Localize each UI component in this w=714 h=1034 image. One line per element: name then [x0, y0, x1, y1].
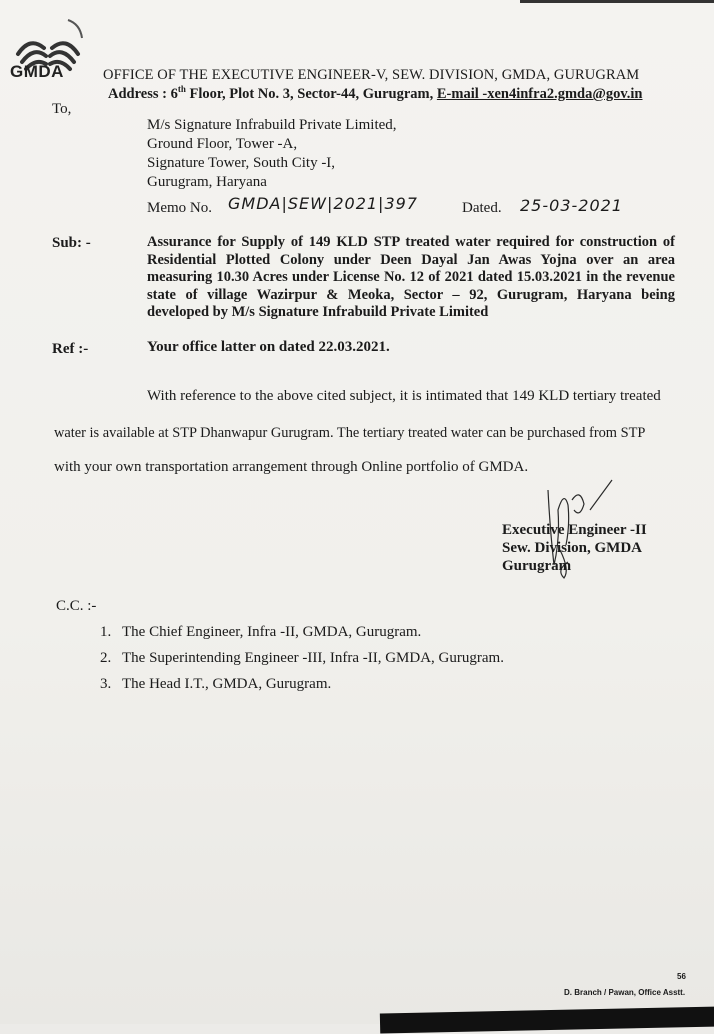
recipient-line: M/s Signature Infrabuild Private Limited,	[147, 117, 397, 133]
cc-item-number: 2.	[100, 650, 112, 666]
signatory-division: Sew. Division, GMDA	[502, 540, 643, 556]
to-label: To,	[52, 101, 72, 117]
address-superscript: th	[177, 84, 186, 94]
footer-note: D. Branch / Pawan, Office Asstt.	[564, 988, 686, 997]
dated-label: Dated.	[462, 200, 502, 216]
logo-text: GMDA	[10, 62, 64, 81]
memo-label: Memo No.	[147, 200, 212, 216]
recipient-line: Ground Floor, Tower -A,	[147, 136, 298, 152]
address-prefix: Address : 6	[108, 85, 178, 102]
office-heading: OFFICE OF THE EXECUTIVE ENGINEER-V, SEW. DIVISION, GMDA, GURUGRAM	[103, 67, 640, 83]
recipient-line: Gurugram, Haryana	[147, 174, 267, 190]
cc-item-text: The Chief Engineer, Infra -II, GMDA, Gurugram.	[122, 624, 422, 640]
cc-item	[100, 650, 504, 667]
signatory-title: Executive Engineer -II	[502, 522, 647, 538]
cc-item-number: 1.	[100, 624, 112, 640]
date-handwritten: 25-03-2021	[520, 196, 623, 215]
page-number: 56	[677, 972, 686, 981]
signatory-city: Gurugram	[502, 558, 572, 574]
recipient-line: Signature Tower, South City -I,	[147, 155, 336, 171]
memo-number-handwritten: GMDA|SEW|2021|397	[228, 194, 418, 213]
subject-text: Assurance for Supply of 149 KLD STP treated water required for construction of Residential Plotted Colony under Deen Dayal Jan Awas Yojna over an area measuring 10.30 Acres under License No. 12 of 2021 dated 15.03.2021 in the revenue state of village Wazirpur & Meoka, Sector – 92, Gurugram, Haryana being developed by M/s Signature Infrabuild Private Limited	[147, 234, 675, 320]
subject-label: Sub: -	[52, 235, 91, 251]
cc-item	[100, 676, 331, 693]
body-line: water is available at STP Dhanwapur Gurugram. The tertiary treated water can be purchased from STP	[54, 425, 646, 441]
office-address	[108, 84, 643, 103]
reference-label: Ref :-	[52, 341, 89, 357]
address-middle: Floor, Plot No. 3, Sector-44, Gurugram,	[185, 85, 437, 102]
cc-item-text: The Superintending Engineer -III, Infra -II, GMDA, Gurugram.	[122, 650, 504, 666]
cc-label: C.C. :-	[56, 598, 97, 614]
body-line: with your own transportation arrangement through Online portfolio of GMDA.	[54, 459, 529, 475]
office-email: E-mail -xen4infra2.gmda@gov.in	[436, 85, 643, 102]
cc-item	[100, 624, 421, 641]
page-edge-shadow	[520, 0, 714, 3]
body-line: With reference to the above cited subject, it is intimated that 149 KLD tertiary treated	[147, 388, 661, 404]
reference-text: Your office latter on dated 22.03.2021.	[147, 339, 390, 355]
cc-item-text: The Head I.T., GMDA, Gurugram.	[122, 676, 332, 692]
cc-item-number: 3.	[100, 676, 112, 692]
